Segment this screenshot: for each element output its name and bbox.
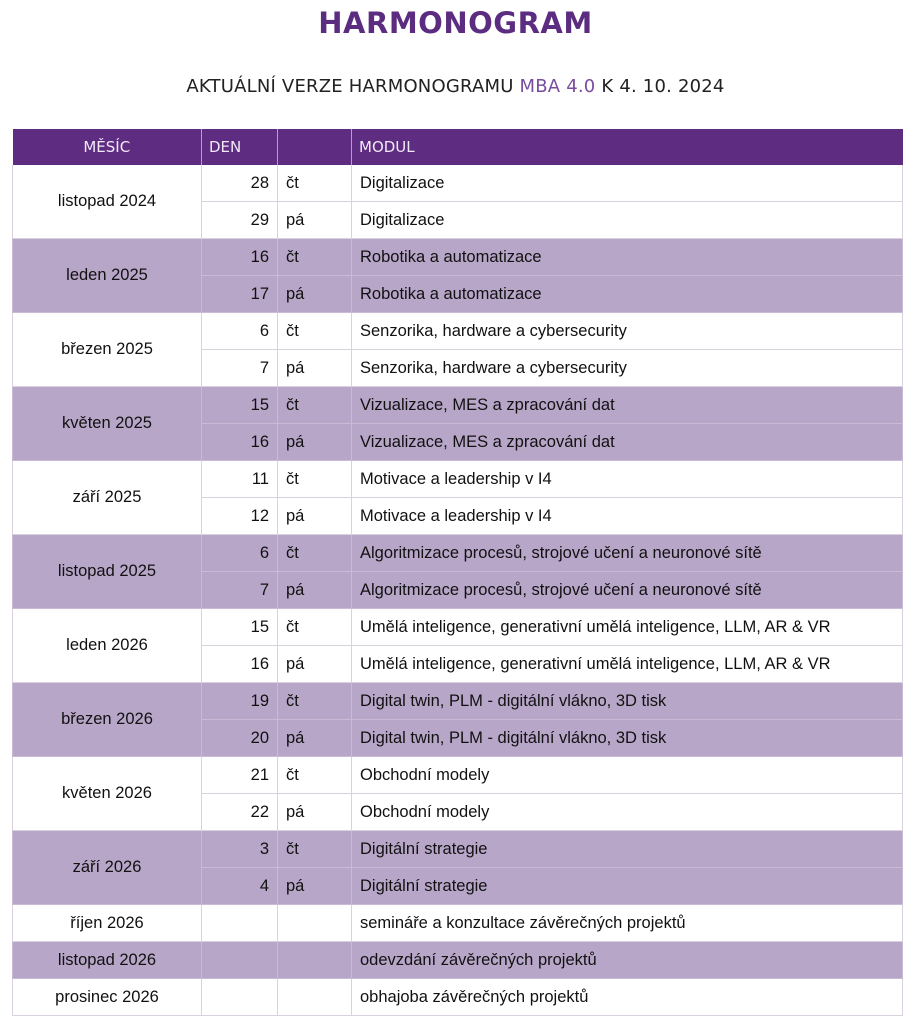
weekday-cell: čt [278,239,352,276]
month-cell: říjen 2026 [13,905,202,942]
month-cell: leden 2025 [13,239,202,313]
weekday-cell: čt [278,387,352,424]
module-cell: Digitalizace [352,165,903,202]
weekday-cell: čt [278,609,352,646]
table-header [13,129,903,165]
month-cell: listopad 2025 [13,535,202,609]
day-cell [202,942,278,979]
weekday-cell: čt [278,757,352,794]
module-cell: Motivace a leadership v I4 [352,461,903,498]
module-cell: Vizualizace, MES a zpracování dat [352,387,903,424]
weekday-cell: čt [278,831,352,868]
month-cell: březen 2026 [13,683,202,757]
day-cell: 3 [202,831,278,868]
module-cell: obhajoba závěrečných projektů [352,979,903,1016]
weekday-cell: pá [278,498,352,535]
module-cell: Obchodní modely [352,757,903,794]
table-row [13,387,903,424]
weekday-cell: čt [278,535,352,572]
month-cell: březen 2025 [13,313,202,387]
weekday-cell: čt [278,313,352,350]
subtitle-suffix: K 4. 10. 2024 [595,76,725,97]
day-cell: 7 [202,350,278,387]
day-cell: 16 [202,424,278,461]
day-cell [202,979,278,1016]
module-cell: Umělá inteligence, generativní umělá inteligence, LLM, AR & VR [352,646,903,683]
table-row [13,609,903,646]
module-cell: Robotika a automatizace [352,276,903,313]
day-cell: 15 [202,387,278,424]
table-row [13,942,903,979]
table-row [13,757,903,794]
header-module: MODUL [352,129,903,165]
module-cell: Digital twin, PLM - digitální vlákno, 3D tisk [352,720,903,757]
header-day: DEN [202,129,278,165]
schedule-table [12,129,903,1016]
day-cell: 15 [202,609,278,646]
table-row [13,831,903,868]
day-cell: 16 [202,646,278,683]
table-row [13,461,903,498]
month-cell: květen 2026 [13,757,202,831]
module-cell: Algoritmizace procesů, strojové učení a neuronové sítě [352,572,903,609]
weekday-cell: čt [278,683,352,720]
day-cell: 6 [202,535,278,572]
module-cell: Obchodní modely [352,794,903,831]
weekday-cell [278,942,352,979]
day-cell: 19 [202,683,278,720]
header-month: MĚSÍC [13,129,202,165]
module-cell: Vizualizace, MES a zpracování dat [352,424,903,461]
month-cell: listopad 2024 [13,165,202,239]
day-cell: 6 [202,313,278,350]
table-row [13,165,903,202]
day-cell: 11 [202,461,278,498]
weekday-cell: čt [278,461,352,498]
table-row [13,683,903,720]
weekday-cell: pá [278,868,352,905]
day-cell: 21 [202,757,278,794]
table-row [13,535,903,572]
month-cell: září 2026 [13,831,202,905]
weekday-cell: pá [278,794,352,831]
day-cell: 29 [202,202,278,239]
table-row [13,979,903,1016]
module-cell: Robotika a automatizace [352,239,903,276]
table-body [13,165,903,1016]
subtitle-prefix: AKTUÁLNÍ VERZE HARMONOGRAMU [186,76,520,97]
weekday-cell: pá [278,350,352,387]
day-cell: 17 [202,276,278,313]
month-cell: květen 2025 [13,387,202,461]
day-cell: 22 [202,794,278,831]
module-cell: Digitální strategie [352,831,903,868]
month-cell: září 2025 [13,461,202,535]
weekday-cell: čt [278,165,352,202]
module-cell: Senzorika, hardware a cybersecurity [352,313,903,350]
weekday-cell [278,979,352,1016]
subtitle-accent: MBA 4.0 [519,76,596,97]
module-cell: Digital twin, PLM - digitální vlákno, 3D tisk [352,683,903,720]
module-cell: semináře a konzultace závěrečných projektů [352,905,903,942]
table-row [13,313,903,350]
module-cell: Motivace a leadership v I4 [352,498,903,535]
day-cell: 4 [202,868,278,905]
day-cell [202,905,278,942]
header-weekday [278,129,352,165]
module-cell: Digitální strategie [352,868,903,905]
day-cell: 16 [202,239,278,276]
module-cell: Umělá inteligence, generativní umělá inteligence, LLM, AR & VR [352,609,903,646]
table-row [13,239,903,276]
weekday-cell: pá [278,276,352,313]
weekday-cell: pá [278,202,352,239]
month-cell: prosinec 2026 [13,979,202,1016]
month-cell: listopad 2026 [13,942,202,979]
weekday-cell: pá [278,720,352,757]
module-cell: odevzdání závěrečných projektů [352,942,903,979]
page-subtitle [0,76,911,97]
table-row [13,905,903,942]
module-cell: Senzorika, hardware a cybersecurity [352,350,903,387]
weekday-cell: pá [278,424,352,461]
weekday-cell [278,905,352,942]
day-cell: 12 [202,498,278,535]
day-cell: 20 [202,720,278,757]
weekday-cell: pá [278,572,352,609]
page-title: HARMONOGRAM [318,6,593,40]
day-cell: 28 [202,165,278,202]
month-cell: leden 2026 [13,609,202,683]
header-row [13,129,903,165]
day-cell: 7 [202,572,278,609]
module-cell: Digitalizace [352,202,903,239]
weekday-cell: pá [278,646,352,683]
module-cell: Algoritmizace procesů, strojové učení a neuronové sítě [352,535,903,572]
